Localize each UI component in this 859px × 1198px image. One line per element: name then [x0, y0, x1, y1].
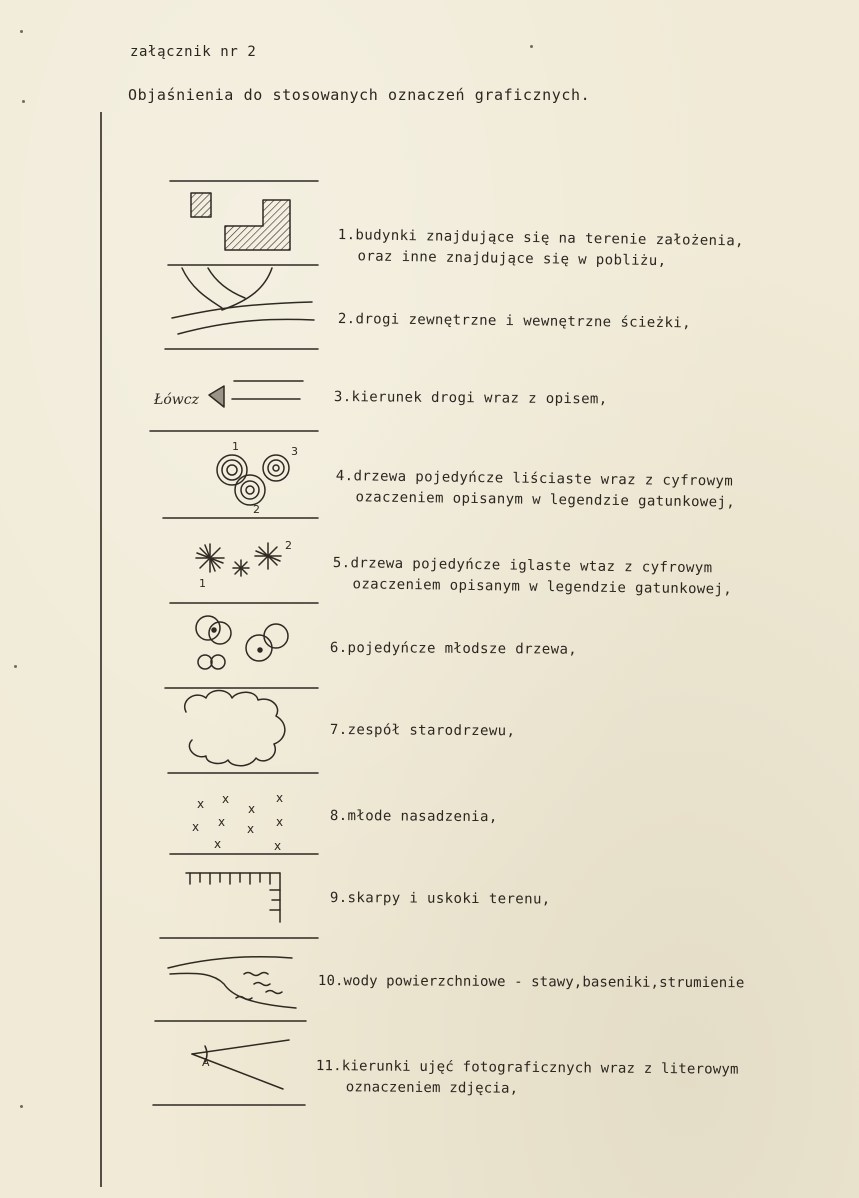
legend-text: 3.kierunek drogi wraz z opisem,	[333, 388, 608, 408]
tree-number: 1	[199, 577, 206, 590]
legend-text: 2.drogi zewnętrzne i wewnętrzne ścieżki,	[337, 310, 692, 332]
legend-item-old-tree-stand	[330, 720, 516, 742]
legend-text: 8.młode nasadzenia,	[329, 807, 498, 826]
annex-number: załącznik nr 2	[130, 44, 257, 60]
photo-letter-label: A	[202, 1056, 210, 1069]
legend-item-photo-direction	[316, 1056, 739, 1102]
escarpment-icon	[160, 873, 318, 938]
legend-text: 5.drzewa pojedyńcze iglaste wtaz z cyfrowym	[332, 554, 713, 577]
legend-item-deciduous-trees	[335, 466, 735, 514]
legend-item-buildings	[337, 225, 744, 273]
svg-text:x: x	[214, 837, 222, 851]
legend-text: ozaczeniem opisanym w legendzie gatunkowej,	[352, 576, 733, 598]
conifer-trees-icon	[170, 539, 318, 603]
legend-item-road-direction	[334, 387, 608, 410]
page-title: Objaśnienia do stosowanych oznaczeń graficznych.	[128, 86, 591, 104]
deciduous-trees-icon	[163, 440, 318, 518]
legend-text: oraz inne znajdujące się w pobliżu,	[357, 248, 667, 270]
young-trees-icon	[165, 616, 318, 688]
surface-water-icon	[155, 957, 306, 1021]
tree-number: 3	[291, 445, 298, 458]
svg-text:x: x	[274, 839, 282, 853]
road-direction-icon	[150, 381, 318, 431]
legend-text: 1.budynki znajdujące się na terenie założenia,	[337, 226, 745, 250]
tree-number: 1	[232, 440, 239, 453]
legend-text: 10.wody powierzchniowe - stawy,baseniki,strumienie	[317, 973, 745, 992]
legend-text: 6.pojedyńcze młodsze drzewa,	[329, 639, 578, 658]
legend-item-surface-water	[318, 971, 745, 994]
roads-icon	[165, 268, 318, 349]
legend-text: 4.drzewa pojedyńcze liściaste wraz z cyfrowym	[335, 467, 734, 490]
road-name-label: Łówcz	[154, 392, 199, 408]
photo-direction-icon	[153, 1040, 305, 1105]
legend-text: oznaczeniem zdjęcia,	[345, 1079, 519, 1097]
tree-number: 2	[285, 539, 292, 552]
buildings-icon	[168, 181, 318, 265]
svg-text:x: x	[276, 791, 284, 805]
legend-text: ozaczeniem opisanym w legendzie gatunkowej,	[355, 489, 736, 511]
legend-text: 11.kierunki ujęć fotograficznych wraz z literowym	[315, 1057, 739, 1078]
svg-text:x: x	[222, 792, 230, 806]
svg-text:x: x	[218, 815, 226, 829]
svg-text:x: x	[276, 815, 284, 829]
old-tree-stand-icon	[168, 691, 318, 774]
legend-item-roads	[338, 309, 691, 334]
svg-text:x: x	[248, 802, 256, 816]
tree-number: 2	[253, 503, 260, 516]
legend-item-conifer-trees	[332, 553, 732, 601]
legend-text: 9.skarpy i uskoki terenu,	[329, 889, 551, 908]
legend-item-young-plantings	[330, 806, 498, 828]
young-plantings-icon	[170, 791, 318, 854]
svg-text:x: x	[192, 820, 200, 834]
legend-item-young-trees	[330, 638, 577, 661]
legend-item-escarpment	[330, 888, 551, 911]
legend-text: 7.zespół starodrzewu,	[329, 721, 516, 740]
svg-text:x: x	[247, 822, 255, 836]
svg-text:x: x	[197, 797, 205, 811]
